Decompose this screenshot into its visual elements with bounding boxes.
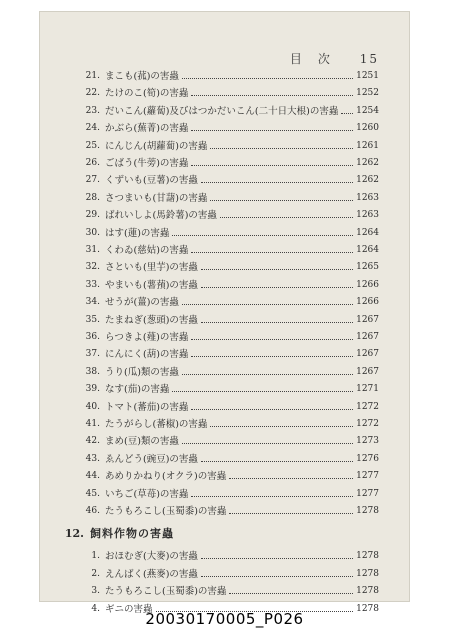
entry-page-number: 1271 — [356, 384, 379, 395]
entry-page-number: 1267 — [356, 349, 379, 360]
entry-title: にんにく(葫)の害蟲 — [105, 349, 189, 361]
entry-page-number: 1262 — [356, 175, 379, 186]
entry-number: 4. — [91, 603, 100, 614]
entry-number: 39. — [85, 384, 100, 395]
entry-title: まめ(豆)類の害蟲 — [105, 436, 179, 448]
dot-leader — [182, 304, 353, 305]
dot-leader — [201, 287, 353, 288]
entry-title: あめりかねり(オクラ)の害蟲 — [105, 471, 227, 483]
entry-number: 24. — [85, 123, 100, 134]
entry-number: 38. — [85, 366, 100, 377]
toc-entry — [40, 103, 409, 120]
entry-page-number: 1260 — [356, 123, 379, 134]
entry-number: 36. — [85, 332, 100, 342]
running-head-title: 目 次 — [289, 52, 332, 66]
toc-entry — [40, 312, 409, 329]
entry-page-number: 1264 — [356, 245, 379, 255]
toc-entry — [40, 583, 409, 600]
dot-leader — [191, 165, 353, 166]
entry-number: 26. — [85, 158, 100, 168]
toc-entry — [40, 566, 409, 583]
entry-page-number: 1263 — [356, 210, 379, 221]
entry-page-number: 1251 — [356, 71, 379, 81]
entry-title: たけのこ(筍)の害蟲 — [105, 88, 189, 100]
entry-number: 41. — [85, 419, 100, 429]
entry-number: 46. — [85, 506, 100, 516]
dot-leader — [191, 356, 353, 357]
entry-number: 28. — [85, 192, 100, 203]
toc-entry — [40, 548, 409, 565]
toc-entry — [40, 259, 409, 276]
entry-title: ギニの害蟲 — [105, 603, 153, 615]
page-number: 15 — [359, 52, 379, 66]
toc-entry — [40, 381, 409, 398]
entry-number: 3. — [91, 586, 100, 597]
entry-title: たうもろこし(玉蜀黍)の害蟲 — [105, 586, 227, 598]
entry-title: らつきよ(薤)の害蟲 — [105, 332, 189, 343]
entry-number: 45. — [85, 488, 100, 499]
entry-title: かぶら(蕪菁)の害蟲 — [105, 123, 189, 135]
dot-leader — [191, 496, 353, 497]
toc-entry — [40, 468, 409, 485]
entry-number: 12. — [64, 527, 84, 541]
toc-entry — [40, 120, 409, 137]
dot-leader — [201, 558, 353, 559]
entry-number: 29. — [85, 210, 100, 221]
entry-number: 40. — [85, 401, 100, 412]
entry-title: 飼料作物の害蟲 — [90, 527, 174, 541]
entry-page-number: 1276 — [356, 453, 379, 464]
dot-leader — [182, 374, 353, 375]
entry-number: 22. — [85, 88, 100, 99]
entry-page-number: 1267 — [356, 366, 379, 377]
entry-page-number: 1277 — [356, 471, 379, 482]
toc-entry — [40, 155, 409, 172]
entry-number: 42. — [85, 436, 100, 447]
entry-number: 33. — [85, 279, 100, 290]
dot-leader — [182, 78, 353, 79]
toc-entry — [40, 399, 409, 416]
toc-entry — [40, 85, 409, 102]
dot-leader — [201, 182, 353, 183]
entry-page-number: 1266 — [356, 279, 379, 290]
toc-entry — [40, 190, 409, 207]
entry-number: 21. — [85, 71, 100, 81]
entry-number: 25. — [85, 140, 100, 151]
dot-leader — [191, 409, 353, 410]
entry-number: 43. — [85, 453, 100, 464]
entry-title: くわゐ(慈姑)の害蟲 — [105, 245, 189, 256]
entry-title: トマト(蕃茄)の害蟲 — [105, 401, 189, 413]
entry-number: 30. — [85, 227, 100, 238]
entry-title: ゑんどう(豌豆)の害蟲 — [105, 453, 198, 465]
entry-title: ごばう(牛蒡)の害蟲 — [105, 158, 189, 169]
entry-page-number: 1264 — [356, 227, 379, 238]
dot-leader — [201, 576, 353, 577]
dot-leader — [191, 95, 353, 96]
toc-entry — [40, 172, 409, 189]
entry-number: 2. — [91, 568, 100, 579]
entry-title: さといも(里芋)の害蟲 — [105, 262, 198, 274]
entry-title: いちご(草苺)の害蟲 — [105, 488, 189, 500]
toc-entry — [40, 329, 409, 346]
dot-leader — [172, 391, 353, 392]
toc-entry — [40, 242, 409, 259]
dot-leader — [201, 322, 353, 323]
entry-page-number: 1278 — [356, 506, 379, 516]
entry-title: にんじん(胡蘿蔔)の害蟲 — [105, 140, 208, 152]
entry-page-number: 1261 — [356, 140, 379, 151]
entry-title: だいこん(蘿蔔)及びはつかだいこん(二十日大根)の害蟲 — [105, 105, 339, 117]
entry-page-number: 1252 — [356, 88, 379, 99]
dot-leader — [172, 235, 353, 236]
dot-leader — [229, 513, 353, 514]
entry-number: 31. — [85, 245, 100, 255]
entry-page-number: 1278 — [356, 603, 379, 614]
toc-entry — [40, 451, 409, 468]
toc-entry — [40, 294, 409, 311]
entry-page-number: 1267 — [356, 332, 379, 342]
running-head — [290, 50, 379, 67]
dot-leader — [210, 200, 353, 201]
dot-leader — [191, 252, 353, 253]
toc-entry — [40, 433, 409, 450]
toc-section-heading — [40, 524, 409, 544]
entry-page-number: 1265 — [356, 262, 379, 273]
entry-page-number: 1263 — [356, 192, 379, 203]
toc-entry — [40, 503, 409, 520]
dot-leader — [229, 478, 353, 479]
entry-page-number: 1267 — [356, 314, 379, 325]
entry-page-number: 1272 — [356, 419, 379, 429]
entry-title: くずいも(豆薯)の害蟲 — [105, 175, 198, 187]
dot-leader — [220, 217, 353, 218]
entry-page-number: 1278 — [356, 551, 379, 562]
entry-page-number: 1272 — [356, 401, 379, 412]
entry-title: さつまいも(甘藷)の害蟲 — [105, 192, 208, 204]
entry-title: たうもろこし(玉蜀黍)の害蟲 — [105, 506, 227, 517]
dot-leader — [229, 593, 353, 594]
entry-title: やまいも(薯蕷)の害蟲 — [105, 279, 198, 291]
book-page — [39, 11, 410, 615]
entry-title: はす(蓮)の害蟲 — [105, 227, 170, 239]
entry-title: せうが(薑)の害蟲 — [105, 297, 179, 309]
entry-title: えんばく(燕麥)の害蟲 — [105, 568, 198, 580]
entry-number: 37. — [85, 349, 100, 360]
dot-leader — [191, 130, 353, 131]
entry-number: 27. — [85, 175, 100, 186]
entry-page-number: 1266 — [356, 297, 379, 308]
entry-title: おほむぎ(大麥)の害蟲 — [105, 551, 198, 563]
toc-entry — [40, 346, 409, 363]
entry-page-number: 1278 — [356, 568, 379, 579]
toc-entry — [40, 416, 409, 433]
entry-page-number: 1278 — [356, 586, 379, 597]
toc-entry — [40, 225, 409, 242]
dot-leader — [341, 113, 353, 114]
entry-number: 1. — [91, 551, 100, 562]
dot-leader — [201, 461, 353, 462]
entry-page-number: 1262 — [356, 158, 379, 168]
entry-title: なす(茄)の害蟲 — [105, 384, 170, 396]
entry-title: うり(瓜)類の害蟲 — [105, 366, 179, 378]
toc-entry — [40, 68, 409, 85]
entry-number: 35. — [85, 314, 100, 325]
entry-page-number: 1273 — [356, 436, 379, 447]
toc-entry — [40, 486, 409, 503]
entry-title: たうがらし(蕃椒)の害蟲 — [105, 419, 208, 430]
entry-number: 34. — [85, 297, 100, 308]
entry-title: たまねぎ(葱頭)の害蟲 — [105, 314, 198, 326]
entry-number: 32. — [85, 262, 100, 273]
dot-leader — [191, 339, 353, 340]
entry-page-number: 1277 — [356, 488, 379, 499]
toc-entry — [40, 364, 409, 381]
entry-title: まこも(菰)の害蟲 — [105, 71, 179, 82]
dot-leader — [201, 269, 353, 270]
entry-number: 44. — [85, 471, 100, 482]
entry-title: ばれいしよ(馬鈴薯)の害蟲 — [105, 210, 217, 222]
dot-leader — [182, 443, 353, 444]
dot-leader — [210, 148, 353, 149]
toc-entry — [40, 207, 409, 224]
toc-entry — [40, 277, 409, 294]
toc-entry — [40, 138, 409, 155]
entry-page-number: 1254 — [356, 105, 379, 116]
dot-leader — [210, 426, 353, 427]
image-caption: 20030170005_P026 — [145, 610, 304, 628]
entry-number: 23. — [85, 105, 100, 116]
